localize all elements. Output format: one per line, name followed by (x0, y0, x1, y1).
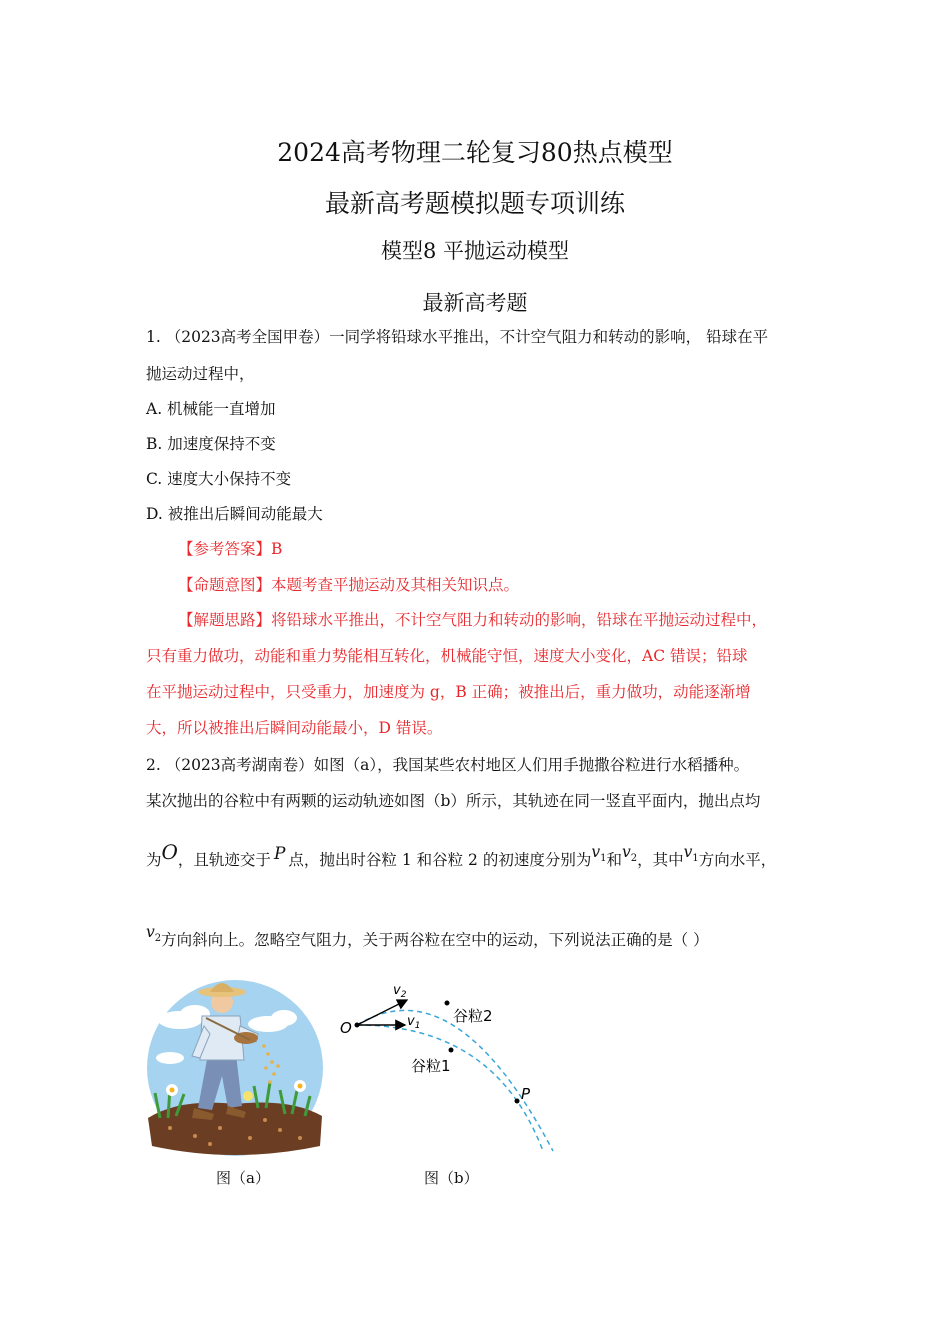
intent-text: 本题考查平抛运动及其相关知识点。 (271, 576, 520, 594)
subscript: 1 (692, 853, 699, 865)
intent-tag: 【命题意图】 (178, 576, 272, 594)
q1-option-a: A. 机械能一直增加 (146, 400, 276, 418)
label-o: O (340, 1019, 352, 1037)
q1-idea-line3: 在平抛运动过程中，只受重力，加速度为 g，B 正确；被推出后，重力做功，动能逐渐增 (146, 683, 751, 701)
q2-stem-line2: 某次抛出的谷粒中有两颗的运动轨迹如图（b）所示，其轨迹在同一竖直平面内，抛出点均 (146, 792, 761, 810)
text-segment: ，且轨迹交于 (177, 851, 271, 869)
q1-idea-line4: 大，所以被推出后瞬间动能最小，D 错误。 (146, 719, 443, 737)
farmer-illustration (140, 968, 330, 1160)
point-o (355, 1023, 360, 1028)
answer-value: B (271, 540, 283, 558)
symbol-v2 (621, 843, 638, 865)
q2-stem-line1: 2. （2023高考湖南卷）如图（a），我国某些农村地区人们用手抛撒谷粒进行水稻播种。 (146, 756, 750, 774)
v-letter: v (146, 923, 155, 941)
q1-option-d: D. 被推出后瞬间动能最大 (146, 505, 323, 523)
answer-tag: 【参考答案】 (178, 540, 272, 558)
q1-stem-line1: 1. （2023高考全国甲卷）一同学将铅球水平推出，不计空气阻力和转动的影响， 铅球在平 (146, 328, 769, 346)
q2-stem-line3 (146, 840, 777, 877)
q1-idea-line1 (178, 610, 767, 630)
trajectory-diagram (335, 975, 565, 1157)
label-p: P (521, 1085, 531, 1103)
q1-option-c: C. 速度大小保持不变 (146, 470, 292, 488)
symbol-v1 (591, 843, 607, 865)
v-letter: v (621, 843, 631, 861)
model-title: 模型8 平抛运动模型 (380, 239, 570, 263)
caption-figure-a: 图（a） (216, 1169, 270, 1187)
subscript: 2 (630, 853, 638, 865)
caption-figure-b: 图（b） (424, 1169, 479, 1187)
label-v2: $v_2$ (393, 983, 407, 1000)
text-segment: 和 (606, 851, 622, 869)
q1-intent (178, 575, 519, 595)
doc-subtitle: 最新高考题模拟题专项训练 (324, 189, 625, 218)
q2-stem-line4 (146, 923, 709, 957)
q1-option-b: B. 加速度保持不变 (146, 435, 276, 453)
velocity-v2-arrow (357, 1000, 407, 1025)
doc-title: 2024高考物理二轮复习80热点模型 (277, 138, 673, 167)
text-segment: 方向斜向上。忽略空气阻力，关于两谷粒在空中的运动，下列说法正确的是（ ） (161, 931, 709, 949)
q1-stem-line2: 抛运动过程中， (146, 365, 255, 383)
q1-idea-line2: 只有重力做功，动能和重力势能相互转化，机械能守恒，速度大小变化，AC 错误；铅球 (146, 647, 748, 665)
point-p (515, 1099, 520, 1104)
subscript: 1 (600, 853, 607, 865)
idea-tag: 【解题思路】 (178, 611, 272, 629)
q1-answer (178, 539, 282, 559)
v-letter: v (683, 843, 693, 861)
symbol-v1 (683, 843, 699, 865)
label-v1: $v_1$ (407, 1014, 421, 1031)
symbol-p: P (273, 844, 286, 864)
grain-1-dot (449, 1048, 454, 1053)
section-heading: 最新高考题 (422, 291, 528, 315)
trajectory-grain-2 (357, 1010, 553, 1151)
label-grain-1: 谷粒1 (411, 1057, 451, 1075)
v-letter: v (591, 843, 601, 861)
symbol-v2 (146, 923, 162, 945)
text-segment: 为 (146, 851, 162, 869)
symbol-o: O (161, 840, 178, 864)
text-segment: ，其中 (637, 851, 684, 869)
label-grain-2: 谷粒2 (453, 1007, 493, 1025)
idea-text: 将铅球水平推出，不计空气阻力和转动的影响，铅球在平抛运动过程中， (271, 611, 768, 629)
text-segment: 方向水平， (698, 851, 777, 869)
subscript: 2 (154, 933, 162, 945)
text-segment: 点，抛出时谷粒 1 和谷粒 2 的初速度分别为 (288, 851, 592, 869)
grain-2-dot (445, 1001, 450, 1006)
